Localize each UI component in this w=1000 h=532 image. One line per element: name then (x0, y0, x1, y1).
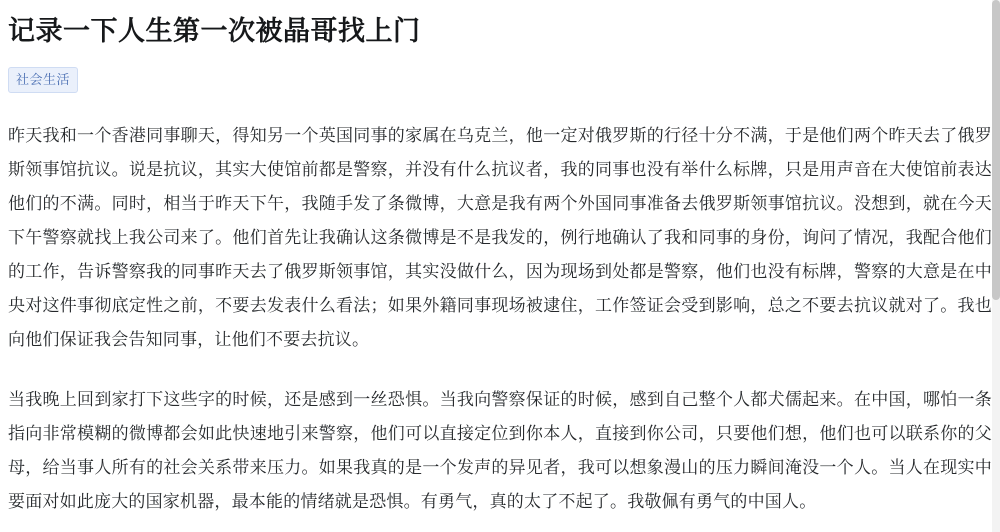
vertical-scrollbar-thumb[interactable] (992, 0, 1000, 300)
article-body (8, 119, 992, 519)
page-title: 记录一下人生第一次被晶哥找上门 (8, 16, 421, 46)
paragraph: 当我晚上回到家打下这些字的时候，还是感到一丝恐惧。当我向警察保证的时候，感到自己整个人都犬儒起来。在中国，哪怕一条指向非常模糊的微博都会如此快速地引来警察，他们可以直接定位到你本人，直接到你公司，只要他们想，他们也可以联系你的父母，给当事人所有的社会关系带来压力。如果我真的是一个发声的异见者，我可以想象漫山的压力瞬间淹没一个人。当人在现实中要面对如此庞大的国家机器，最本能的情绪就是恐惧。有勇气，真的太了不起了。我敬佩有勇气的中国人。 (8, 390, 992, 512)
paragraph: 昨天我和一个香港同事聊天，得知另一个英国同事的家属在乌克兰，他一定对俄罗斯的行径十分不满，于是他们两个昨天去了俄罗斯领事馆抗议。说是抗议，其实大使馆前都是警察，并没有什么抗议者，我的同事也没有举什么标牌，只是用声音在大使馆前表达他们的不满。同时，相当于昨天下午，我随手发了条微博，大意是我有两个外国同事准备去俄罗斯领事馆抗议。没想到，就在今天下午警察就找上我公司来了。他们首先让我确认这条微博是不是我发的，例行地确认了我和同事的身份，询问了情况，我配合他们的工作，告诉警察我的同事昨天去了俄罗斯领事馆，其实没做什么，因为现场到处都是警察，他们也没有标牌，警察的大意是在中央对这件事彻底定性之前，不要去发表什么看法；如果外籍同事现场被逮住，工作签证会受到影响，总之不要去抗议就对了。我也向他们保证我会告知同事，让他们不要去抗议。 (8, 126, 992, 350)
vertical-scrollbar-track[interactable] (992, 0, 1000, 532)
tag-row (8, 67, 992, 93)
category-tag[interactable]: 社会生活 (8, 67, 78, 93)
